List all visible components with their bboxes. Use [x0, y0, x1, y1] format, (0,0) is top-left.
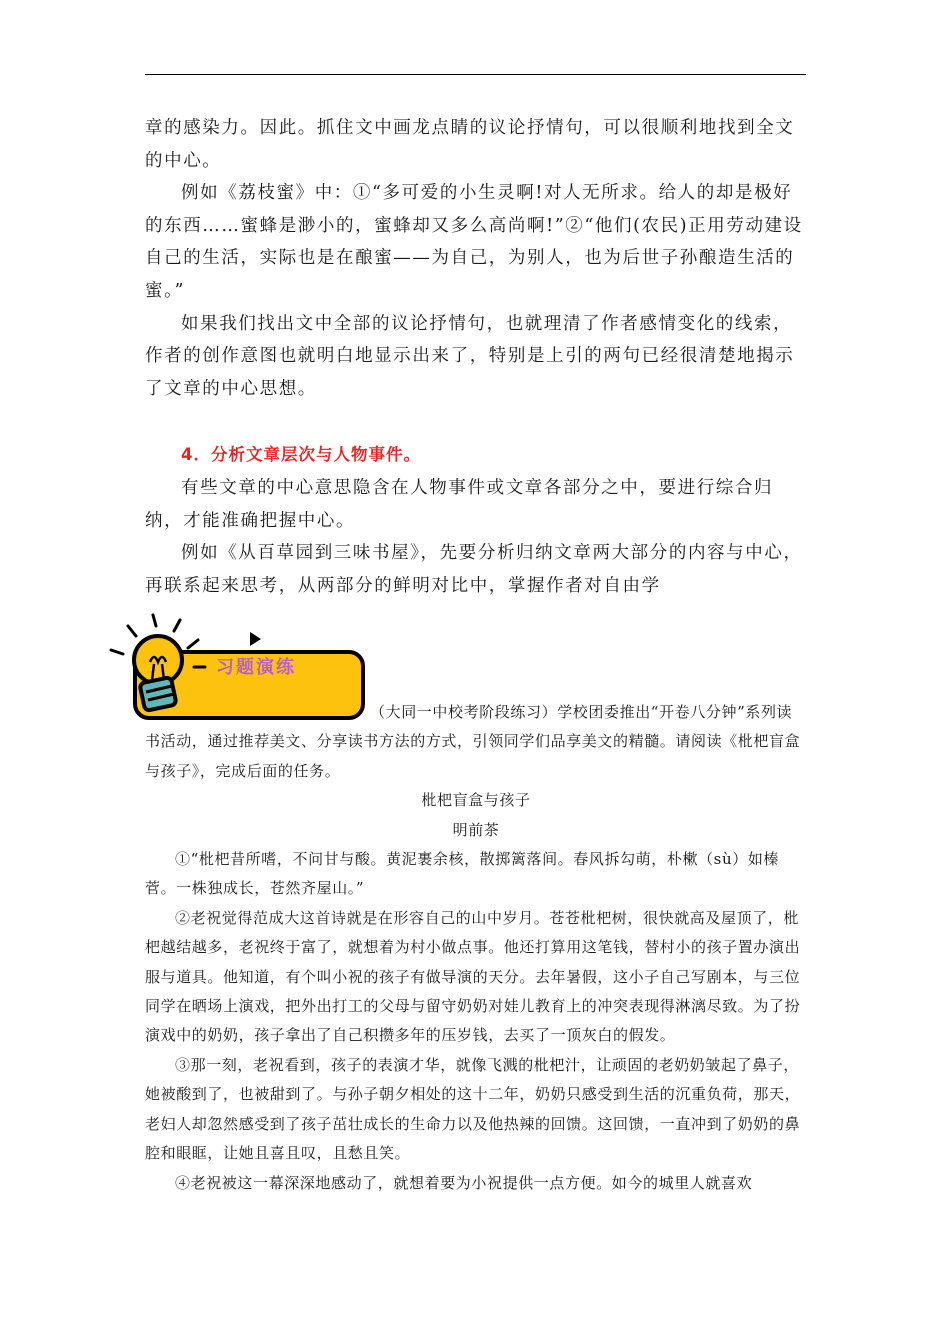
paragraph: 如果我们找出文中全部的议论抒情句，也就理清了作者感情变化的线索，作者的创作意图也就明白地显示出来了，特别是上引的两句已经很清楚地揭示了文章的中心思想。: [145, 313, 795, 399]
paragraph: ④老祝被这一幕深深地感动了，就想着要为小祝提供一点方便。如今的城里人就喜欢: [175, 1173, 753, 1192]
paragraph: 章的感染力。因此。抓住文中画龙点睛的议论抒情句，可以很顺利地找到全文的中心。: [145, 118, 795, 171]
paragraph: ①“枇杷昔所嗜，不问甘与酸。黄泥裹余核，散掷篱落间。春风拆勾萌，朴樕（sù）如榛菅。一株独成长，苍然齐屋山。”: [145, 850, 780, 898]
header-rule: [145, 74, 806, 75]
paragraph: ③那一刻，老祝看到，孩子的表演才华，就像飞溅的枇杷汁，让顽固的老奶奶皱起了鼻子，她被酸到了，也被甜到了。与孙子朝夕相处的这十二年，奶奶只感受到生活的沉重负荷，那天，老妇人却忽然感受到了孩子茁壮成长的生命力以及他热辣的回馈。这回馈，一直冲到了奶奶的鼻腔和眼眶，让她且喜且叹，且愁且笑。: [145, 1055, 801, 1163]
paragraph: ②老祝觉得范成大这首诗就是在形容自己的山中岁月。苍苍枇杷树，很快就高及屋顶了，枇杷越结越多，老祝终于富了，就想着为村小做点事。他还打算用这笔钱，替村小的孩子置办演出服与道具。他知道，有个叫小祝的孩子有做导演的天分。去年暑假，这小子自己写剧本，与三位同学在晒场上演戏，把外出打工的父母与留守奶奶对娃儿教育上的冲突表现得淋漓尽致。为了扮演戏中的奶奶，孩子拿出了自己积攒多年的压岁钱，去买了一顶灰白的假发。: [145, 908, 801, 1045]
paragraph: 有些文章的中心意思隐含在人物事件或文章各部分之中，要进行综合归纳，才能准确把握中心。: [145, 478, 774, 531]
text-block-top: [145, 112, 807, 405]
badge-title: 习题演练: [216, 657, 296, 678]
paragraph: 例如《从百草园到三味书屋》，先要分析归纳文章两大部分的内容与中心，再联系起来思考，从两部分的鲜明对比中，掌握作者对自由学: [145, 543, 803, 596]
play-icon: [250, 632, 261, 646]
exercise-block: [145, 698, 807, 1198]
exercise-intro: （大同一中校考阶段练习）学校团委推出“开卷八分钟”系列读书活动，通过推荐美文、分享读书方法的方式，引领同学们品享美文的精髓。请阅读《枇杷盲盒与孩子》，完成后面的任务。: [145, 703, 801, 780]
text-block-section4: [145, 472, 807, 602]
article-title: 枇杷盲盒与孩子: [421, 791, 531, 810]
paragraph: 例如《荔枝蜜》中：①“多可爱的小生灵啊!对人无所求。给人的却是极好的东西……蜜蜂是渺小的，蜜蜂却又多么高尚啊!”②“他们(农民)正用劳动建设自己的生活，实际也是在酿蜜——为自己，为别人，也为后世子孙酿造生活的蜜。”: [145, 183, 803, 301]
article-author: 明前茶: [452, 820, 500, 839]
section-heading: 4．分析文章层次与人物事件。: [181, 445, 421, 464]
